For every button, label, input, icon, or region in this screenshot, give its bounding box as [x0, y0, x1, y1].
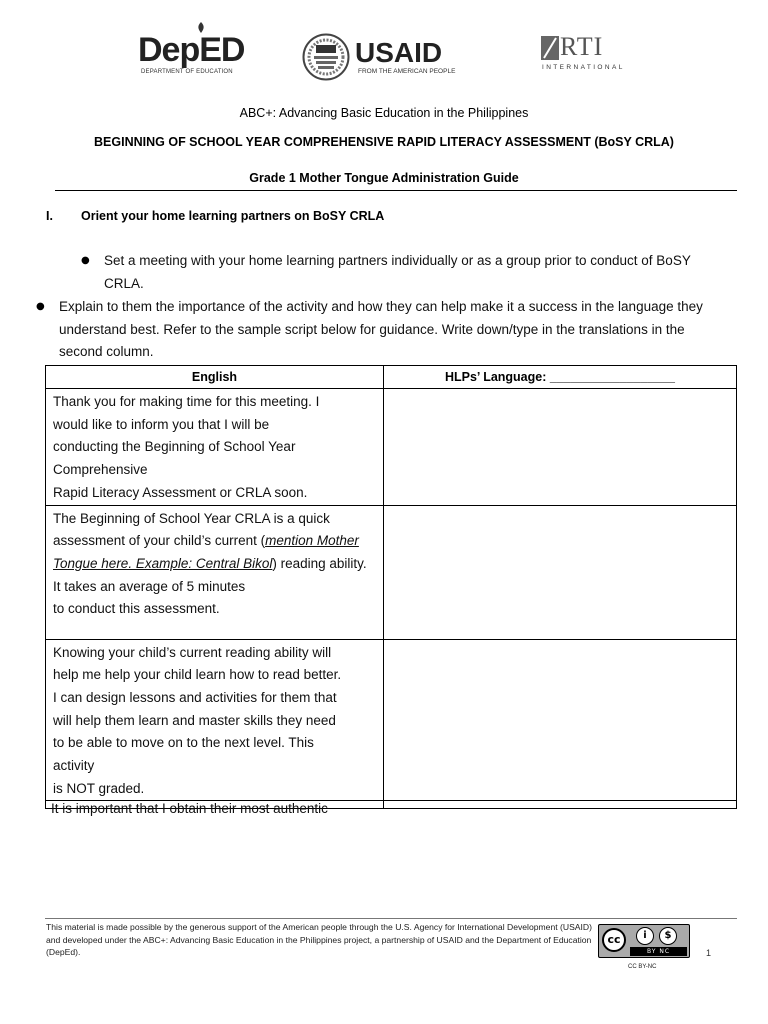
english-cell — [46, 505, 384, 639]
column-header-english: English — [46, 366, 384, 389]
deped-logo — [138, 24, 244, 80]
program-title: ABC+: Advancing Basic Education in the Philippines — [239, 106, 529, 120]
cc-license-badge — [598, 924, 690, 958]
translation-cell[interactable] — [384, 505, 737, 639]
script-line: I can design lessons and activities for them that — [53, 689, 337, 705]
script-line: Comprehensive — [53, 462, 148, 478]
noncommercial-icon: $ — [659, 927, 677, 945]
script-line: Thank you for making time for this meeting. I — [53, 394, 320, 409]
deped-logo-word: DepED — [138, 31, 245, 69]
script-line: would like to inform you that I will be — [53, 416, 270, 432]
column-header-hlp-language: HLPs’ Language: __________________ — [384, 366, 737, 389]
document-subtitle-clipped: Grade 1 Mother Tongue Administration Guide — [249, 171, 519, 185]
script-line: is NOT graded. — [53, 780, 145, 796]
document-title: BEGINNING OF SCHOOL YEAR COMPREHENSIVE RAPID LITERACY ASSESSMENT (BoSY CRLA) — [94, 135, 674, 149]
script-line: help me help your child learn how to read better. — [53, 667, 342, 683]
usaid-seal-icon — [302, 33, 350, 81]
rti-logo — [540, 34, 632, 74]
translation-table — [45, 365, 737, 809]
script-line: activity — [53, 758, 95, 774]
script-text: ) reading ability. It takes an average of 5 minutes — [53, 555, 367, 594]
english-cell — [46, 389, 384, 506]
bullet-item: Set a meeting with your home learning partners individually or as a group prior to conduct of BoSY CRLA. — [104, 253, 691, 291]
person-icon: i — [636, 927, 654, 945]
footer-divider — [45, 918, 737, 919]
table-row — [46, 505, 737, 639]
script-text: The Beginning of School Year CRLA is a quick assessment of your child’s current ( — [53, 510, 330, 549]
translation-cell[interactable] — [384, 801, 737, 809]
cc-icon: cc — [602, 928, 626, 952]
footer-disclaimer: This material is made possible by the generous support of the American people through the U.S. Agency for International Development (USAID) and developed under the ABC+: Advancing Basic Education in the Philippines project, a partnership of USAID and the Department of Education (DepEd). — [46, 922, 592, 957]
rti-logo-sub: INTERNATIONAL — [542, 64, 625, 71]
deped-logo-sub: DEPARTMENT OF EDUCATION — [141, 69, 233, 75]
table-row — [46, 389, 737, 506]
section-heading: Orient your home learning partners on BoSY CRLA — [81, 209, 385, 223]
bullet-item: Explain to them the importance of the activity and how they can help make it a success in the language they understand best. Refer to the sample script below for guidance. Write down/type in the translations in the second column. — [59, 299, 703, 359]
translation-cell[interactable] — [384, 639, 737, 801]
table-header-row — [46, 366, 737, 389]
table-row — [46, 639, 737, 801]
section-number: I. — [46, 209, 53, 223]
usaid-logo-sub: FROM THE AMERICAN PEOPLE — [358, 68, 456, 75]
script-line: Rapid Literacy Assessment or CRLA soon. — [53, 484, 308, 500]
script-line: to be able to move on to the next level. This — [53, 735, 314, 751]
script-line: to conduct this assessment. — [53, 601, 220, 617]
bullet-icon: ● — [81, 255, 90, 266]
script-line: will help them learn and master skills they need — [53, 712, 336, 728]
usaid-logo-word: USAID — [355, 37, 443, 68]
script-line: Knowing your child’s current reading ability will — [53, 644, 332, 660]
cc-badge-strip: BY NC — [630, 947, 687, 956]
script-line: conducting the Beginning of School Year — [53, 439, 296, 455]
english-cell — [46, 639, 384, 801]
translation-cell[interactable] — [384, 389, 737, 506]
clipped-script-line: It is important that I obtain their most authentic — [51, 801, 328, 816]
mother-tongue-placeholder: mention Mother Tongue here. Example: Central Bikol — [53, 533, 359, 571]
rti-logo-word: RTI — [560, 32, 604, 61]
rti-mark-icon — [540, 34, 562, 62]
page-number: 1 — [706, 948, 712, 958]
usaid-logo — [302, 33, 462, 85]
cc-license-label: CC BY-NC — [628, 964, 657, 970]
header-divider — [55, 190, 737, 191]
bullet-icon: ● — [36, 301, 45, 312]
